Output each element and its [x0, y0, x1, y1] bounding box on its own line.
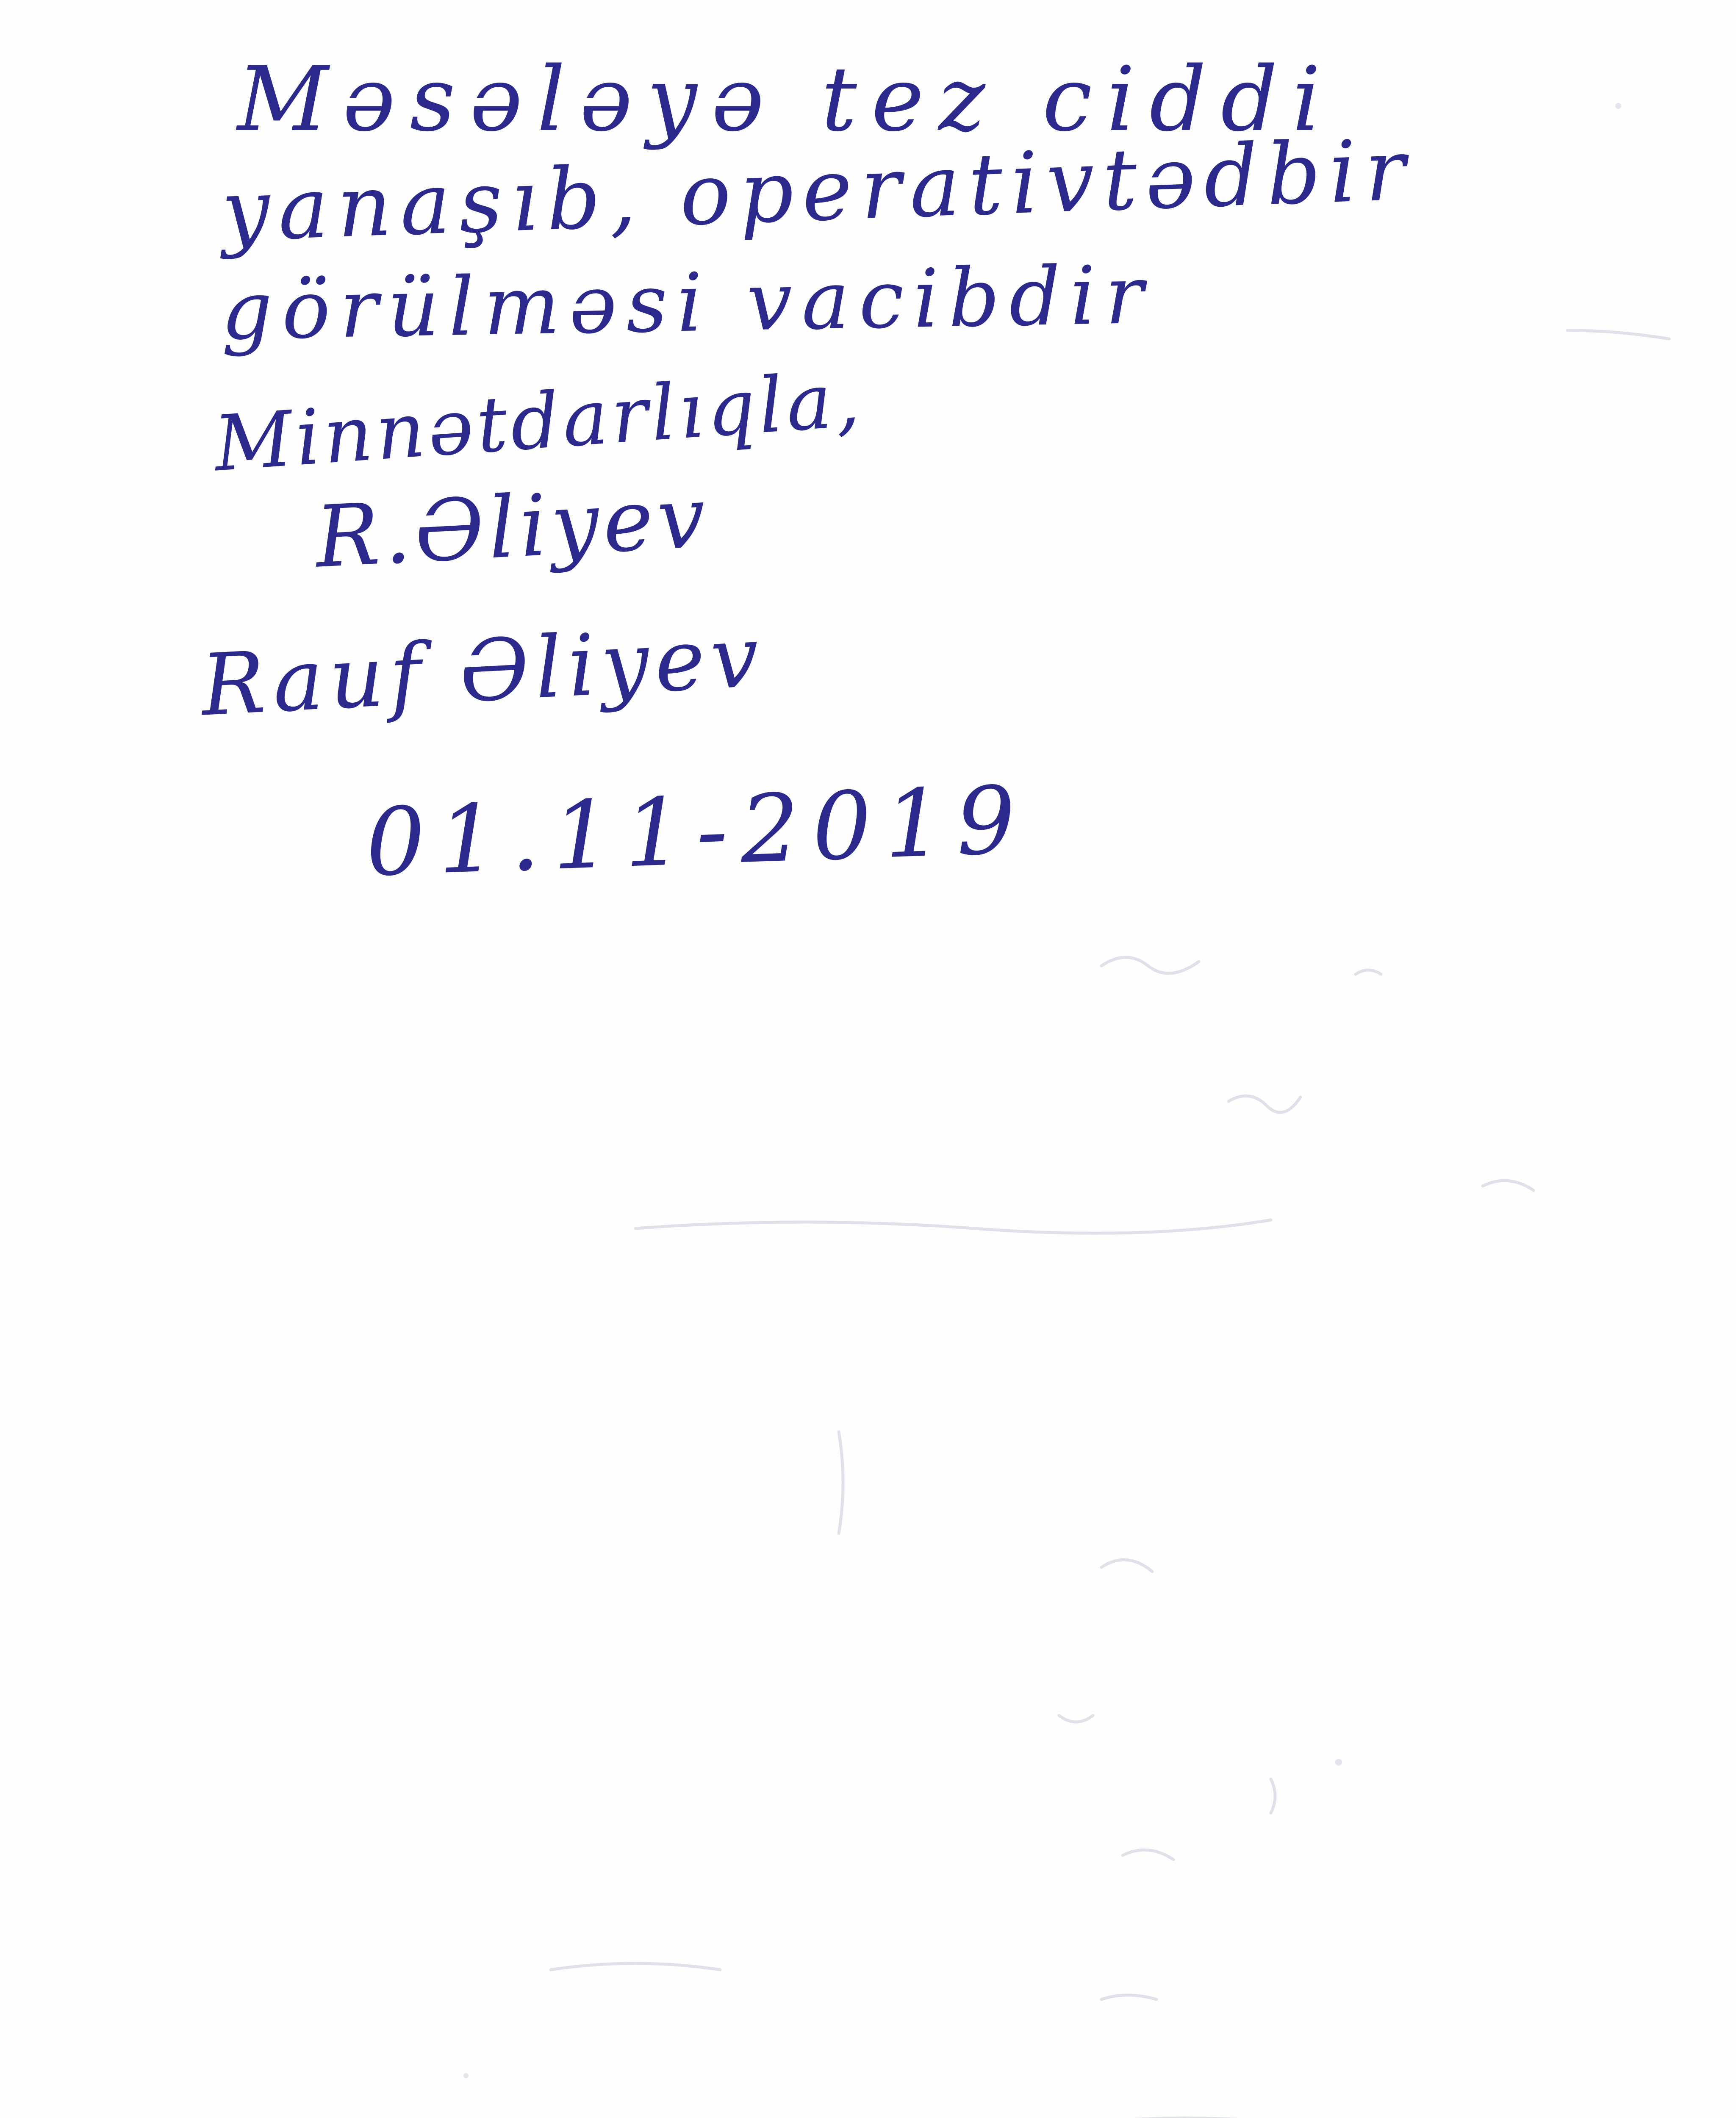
text-line-3: görülməsi vacibdir — [220, 248, 1154, 358]
signature-initials: R.Əliyev — [313, 468, 712, 587]
date: 01.11-2019 — [364, 765, 1030, 897]
signature-name: Rauf Əliyev — [199, 607, 767, 735]
text-line-1: Məsələyə tez ciddi — [237, 47, 1335, 151]
text-line-2: yanaşıb, operativtədbir — [220, 120, 1416, 261]
closing-phrase: Minnətdarlıqla, — [211, 355, 866, 489]
